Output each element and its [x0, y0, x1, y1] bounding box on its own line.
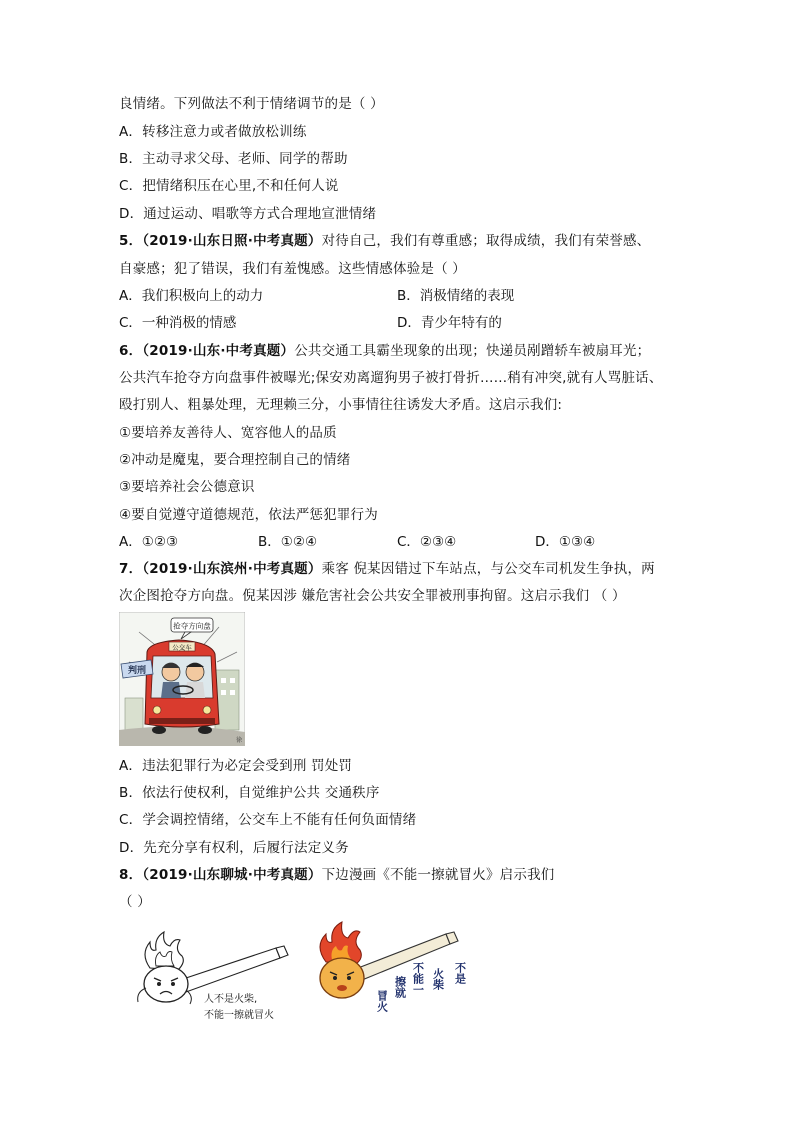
q6-stem-line-2: 公共汽车抢夺方向盘事件被曝光;保安劝离遛狗男子被打骨折……稍有冲突,就有人骂脏话、 [119, 370, 663, 386]
q6-option-b[interactable]: B．①②④ [258, 534, 318, 550]
q7-option-b[interactable]: B．依法行使权利，自觉维护公共 交通秩序 [119, 785, 380, 801]
right-caption-col-5: 不是 [453, 962, 467, 984]
q6-stem-text: 公共交通工具霸坐现象的出现；快递员剐蹭轿车被扇耳光； [294, 343, 651, 359]
q7-stem-line-1 [119, 560, 655, 578]
right-caption-col-1: 冒火 [375, 990, 389, 1012]
q5-option-c[interactable]: C．一种消极的情感 [119, 315, 237, 331]
q7-stem-text: 乘客 倪某因错过下车站点，与公交车司机发生争执，两 [321, 561, 655, 577]
q5-stem-text: 对待自己，我们有尊重感；取得成绩，我们有荣誉感、 [321, 233, 651, 249]
q4-option-c[interactable]: C．把情绪积压在心里,不和任何人说 [119, 178, 339, 194]
q5-option-a[interactable]: A．我们积极向上的动力 [119, 288, 264, 304]
match-cartoon-right [312, 918, 482, 1026]
q8-stem-text: 下边漫画《不能一擦就冒火》启示我们 [321, 867, 555, 883]
q4-option-b[interactable]: B．主动寻求父母、老师、同学的帮助 [119, 151, 348, 167]
right-caption-col-3: 不能一 [411, 962, 425, 995]
left-caption-line-1: 人不是火柴, [204, 994, 258, 1005]
right-caption-col-4: 火柴 [431, 968, 445, 990]
q6-option-d[interactable]: D．①③④ [535, 534, 596, 550]
q7-option-d[interactable]: D．先充分享有权利，后履行法定义务 [119, 840, 349, 856]
q6-statement-3: ③要培养社会公德意识 [119, 479, 255, 495]
bus-sign-text: 公交车 [172, 643, 192, 652]
q5-source: （2019·山东日照·中考真题） [142, 233, 322, 249]
q6-stem-line-1 [119, 342, 650, 360]
q6-number: 6． [119, 343, 143, 359]
q5-option-b[interactable]: B．消极情绪的表现 [397, 288, 515, 304]
q5-stem-line-2: 自豪感；犯了错误，我们有羞愧感。这些情感体验是（ ） [119, 261, 466, 277]
q4-option-a[interactable]: A．转移注意力或者做放松训练 [119, 124, 307, 140]
bus-steering-wheel-cartoon [119, 612, 245, 746]
q6-source: （2019·山东·中考真题） [142, 343, 295, 359]
match-cartoon-left [128, 928, 308, 1028]
q8-source: （2019·山东聊城·中考真题） [142, 867, 322, 883]
q6-option-a[interactable]: A．①②③ [119, 534, 179, 550]
cartoon-signature: 徐 [236, 737, 243, 744]
q4-option-d[interactable]: D．通过运动、唱歌等方式合理地宣泄情绪 [119, 206, 377, 222]
q6-option-c[interactable]: C．②③④ [397, 534, 457, 550]
q7-option-c[interactable]: C．学会调控情绪，公交车上不能有任何负面情绪 [119, 812, 417, 828]
q7-stem-line-2: 次企图抢夺方向盘。倪某因涉 嫌危害社会公共安全罪被刑事拘留。这启示我们 （ ） [119, 588, 626, 604]
q4-stem-tail: 良情绪。下列做法不利于情绪调节的是（ ） [119, 96, 384, 112]
q6-statement-1: ①要培养友善待人、宽容他人的品质 [119, 425, 337, 441]
q8-stem-line-1 [119, 866, 554, 884]
left-caption-line-2: 不能一擦就冒火 [204, 1010, 274, 1021]
q5-number: 5． [119, 233, 143, 249]
right-caption-col-2: 擦就 [393, 976, 407, 998]
q7-source: （2019·山东滨州·中考真题） [142, 561, 322, 577]
q6-stem-line-3: 殴打别人、粗暴处理，无理赖三分，小事情往往诱发大矛盾。这启示我们: [119, 397, 563, 413]
q8-number: 8． [119, 867, 143, 883]
q7-option-a[interactable]: A．违法犯罪行为必定会受到刑 罚处罚 [119, 758, 353, 774]
q5-option-d[interactable]: D．青少年特有的 [397, 315, 502, 331]
q5-stem-line-1 [119, 232, 650, 250]
q7-number: 7． [119, 561, 143, 577]
side-label-text: 判刑 [127, 666, 147, 676]
q6-statement-4: ④要自觉遵守道德规范，依法严惩犯罪行为 [119, 507, 378, 523]
q6-statement-2: ②冲动是魔鬼，要合理控制自己的情绪 [119, 452, 351, 468]
bubble-text: 抢夺方向盘 [173, 621, 211, 631]
q8-answer-blank: （ ） [119, 894, 151, 910]
